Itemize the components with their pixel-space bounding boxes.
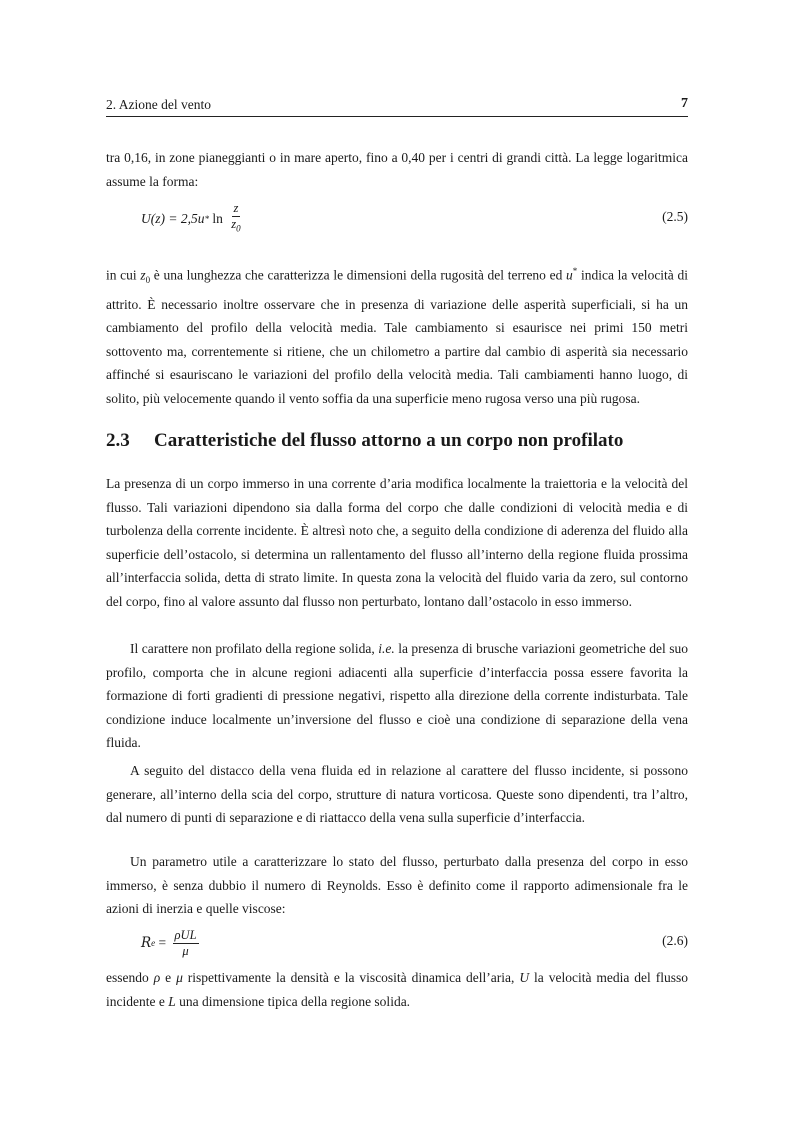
eq1-lhs: U(z) = 2,5u (141, 211, 205, 226)
p2-u: u (566, 267, 573, 283)
p4-part-b: la presenza di brusche variazioni geometriche del suo profilo, comporta che in alcune regioni adiacenti alla superficie d’interfaccia possa essere favorita la formazione di forti gradienti di pressione negativi, rispetto alla direzione della corrente indisturbata. Tale condizione induce localmente un’inversione del flusso e cioè una condizione di separazione della vena fluida. (106, 641, 688, 750)
paragraph-1: tra 0,16, in zone pianeggianti o in mare aperto, fino a 0,40 per i centri di grandi città. La legge logaritmica assume la forma: (106, 150, 688, 189)
p7-part-e: una dimensione tipica della regione solida. (175, 993, 411, 1009)
p2-part-c: indica la velocità di attrito. È necessario inoltre osservare che in presenza di variazione delle asperità superficiali, si ha un cambiamento del profilo della velocità media. Tale cambiamento si esaurisce nei primi 150 metri sottovento ma, correntemente si ritiene, che un chilometro a partire dal cambio di asperità sia necessario affinché si esauriscano le variazioni del profilo della velocità media. Tali cambiamenti hanno luogo, di solito, più velocemente quando il vento soffia da una superficie meno rugosa verso una più rugosa. (106, 267, 688, 406)
paragraph-7 (106, 966, 688, 1013)
eq1-fraction (229, 201, 242, 237)
p4-part-a: Il carattere non profilato della regione solida, (130, 641, 379, 656)
p2-part-b: è una lunghezza che caratterizza le dimensioni della rugosità del terreno ed (150, 267, 567, 283)
p7-rho: ρ (153, 970, 161, 985)
eq2-equals: = (155, 935, 170, 950)
section-title-text: Caratteristiche del flusso attorno a un corpo non profilato (154, 430, 624, 451)
p7-part-b: e (160, 970, 177, 985)
p2-part-a: in cui (106, 267, 141, 283)
eq1-star: * (204, 214, 209, 224)
running-title: 2. Azione del vento (106, 97, 211, 112)
p7-part-c: rispettivamente la densità e la viscosità dinamica dell’aria, (182, 970, 520, 985)
p2-u-sup: * (572, 266, 578, 276)
page-number: 7 (681, 96, 688, 111)
equation-2-6-body (141, 924, 199, 962)
p7-mu: μ (176, 970, 183, 985)
p4-ie: i.e. (378, 641, 395, 656)
paragraph-6: Un parametro utile a caratterizzare lo stato del flusso, perturbato dalla presenza del corpo in esso immerso, è senza dubbio il numero di Reynolds. Esso è definito come il rapporto adimensionale fra le azioni di inerzia e quelle viscose: (106, 854, 688, 916)
section-number: 2.3 (106, 430, 130, 451)
equation-number-2-5: (2.5) (662, 209, 688, 224)
eq1-denominator-sub: 0 (236, 223, 241, 234)
eq1-ln: ln (208, 211, 227, 226)
eq1-denominator (229, 217, 242, 237)
p7-U: U (519, 970, 530, 985)
eq2-lhs: R (141, 935, 152, 951)
p2-z0: z (140, 267, 146, 283)
eq1-denominator-base: z (231, 217, 237, 232)
eq2-fraction (173, 928, 199, 959)
p7-part-a: essendo (106, 970, 154, 985)
eq2-denominator: μ (182, 943, 189, 958)
equation-2-5 (106, 200, 688, 238)
paragraph-3: La presenza di un corpo immerso in una corrente d’aria modifica localmente la traiettoria e la velocità del flusso. Tali variazioni dipendono sia dalla forma del corpo che dalle condizioni di velocità media e di turbolenza della corrente incidente. È altresì noto che, a seguito della condizione di aderenza del fluido alla superficie dell’ostacolo, si determina un rallentamento del flusso all’interno della regione fluida prossima all’interfaccia solida, detta di strato limite. In questa zona la velocità del fluido varia da zero, sul contorno del corpo, fino al valore assunto dal flusso non perturbato, lontano dall’ostacolo in esso immerso. (106, 476, 688, 609)
equation-number-2-6: (2.6) (662, 933, 688, 948)
equation-2-5-body (141, 200, 243, 238)
equation-2-6 (106, 924, 688, 962)
paragraph-4 (106, 637, 688, 755)
paragraph-2 (106, 260, 688, 410)
page (106, 0, 688, 1123)
paragraph-5: A seguito del distacco della vena fluida ed in relazione al carattere del flusso incidente, si possono generare, all’interno della scia del corpo, strutture di natura vorticosa. Queste sono dipendenti, tra l’altro, dal numero di punti di separazione e di riattacco della vena sulla superficie d’interfaccia. (106, 763, 688, 825)
eq2-numerator: ρUL (174, 927, 197, 942)
running-header (106, 96, 688, 117)
p7-L: L (168, 993, 176, 1009)
p2-z0-sub: 0 (145, 275, 151, 286)
section-heading (106, 430, 706, 456)
eq2-lhs-sub: e (151, 938, 156, 948)
eq1-numerator: z (233, 201, 239, 216)
p7-part-d: la velocità media del flusso incidente e (106, 970, 688, 1009)
